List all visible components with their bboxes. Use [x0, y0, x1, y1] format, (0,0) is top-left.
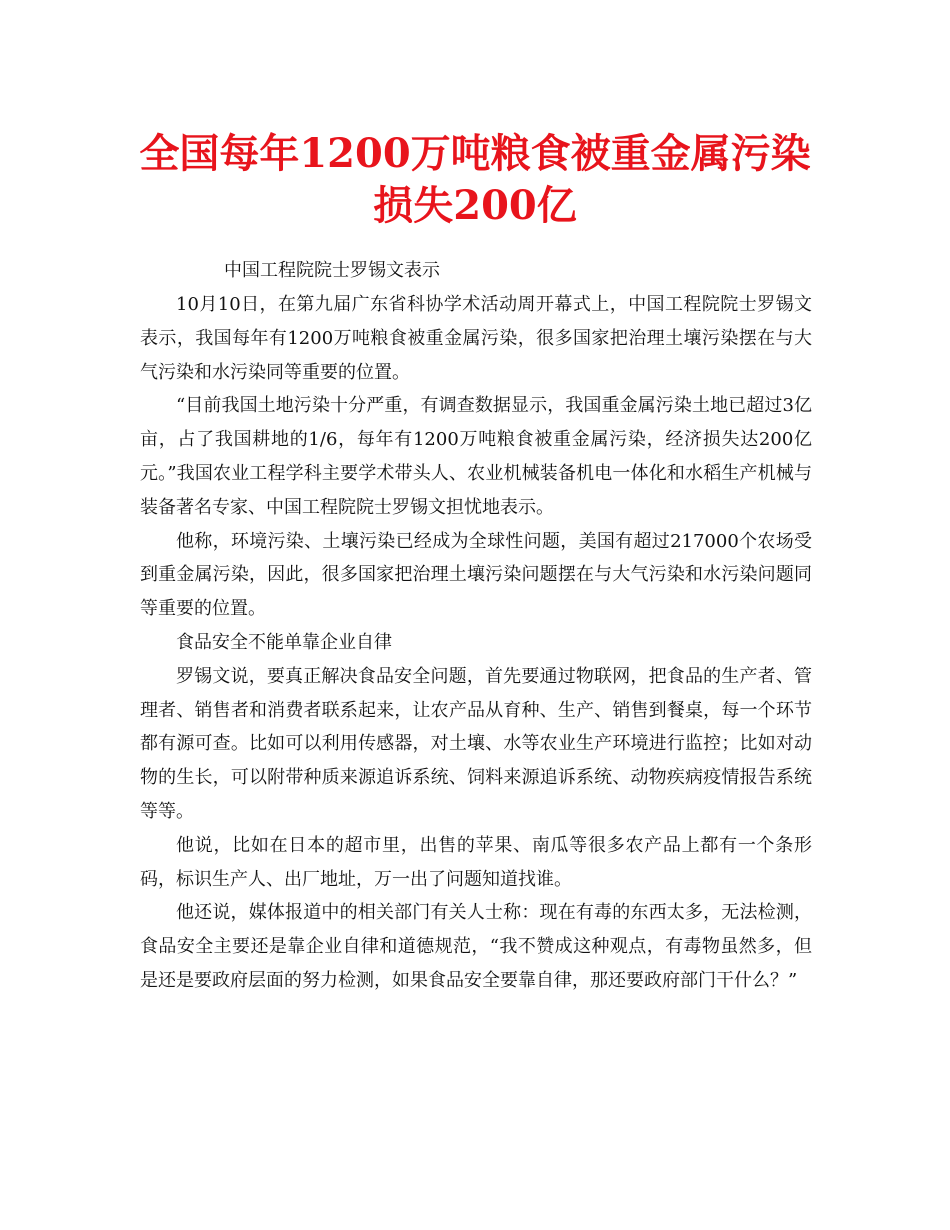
- article-title: 全国每年1200万吨粮食被重金属污染 损失200亿: [139, 130, 811, 229]
- paragraph-2: “目前我国土地污染十分严重，有调查数据显示，我国重金属污染土地已超过3亿亩，占了我国耕地的1/6，每年有1200万吨粮食被重金属污染，经济损失达200亿元。”我国农业工程学科主要学术带头人、农业机械装备机电一体化和水稻生产机械与装备著名专家、中国工程院院士罗锡文担忧地表示。: [140, 395, 812, 518]
- paragraph-6: 他还说，媒体报道中的相关部门有关人士称：现在有毒的东西太多，无法检测，食品安全主要还是靠企业自律和道德规范，“我不赞成这种观点，有毒物虽然多，但是还是要政府层面的努力检测，如果食品安全要靠自律，那还要政府部门干什么？”: [140, 902, 812, 991]
- paragraph-1: 10月10日，在第九届广东省科协学术活动周开幕式上，中国工程院院士罗锡文表示，我国每年有1200万吨粮食被重金属污染，很多国家把治理土壤污染摆在与大气污染和水污染同等重要的位置。: [140, 294, 812, 383]
- article-subtitle: 中国工程院院士罗锡文表示: [224, 260, 440, 281]
- paragraph-4: 罗锡文说，要真正解决食品安全问题，首先要通过物联网，把食品的生产者、管理者、销售者和消费者联系起来，让农产品从育种、生产、销售到餐桌，每一个环节都有源可查。比如可以利用传感器，对土壤、水等农业生产环境进行监控；比如对动物的生长，可以附带种质来源追诉系统、饲料来源追诉系统、动物疾病疫情报告系统等等。: [140, 665, 812, 822]
- paragraph-5: 他说，比如在日本的超市里，出售的苹果、南瓜等很多农产品上都有一个条形码，标识生产人、出厂地址，万一出了问题知道找谁。: [140, 834, 812, 890]
- article-body: [140, 288, 812, 998]
- paragraph-3: 他称，环境污染、土壤污染已经成为全球性问题，美国有超过217000个农场受到重金属污染，因此，很多国家把治理土壤污染问题摆在与大气污染和水污染问题同等重要的位置。: [140, 530, 812, 620]
- section-heading: 食品安全不能单靠企业自律: [176, 631, 392, 653]
